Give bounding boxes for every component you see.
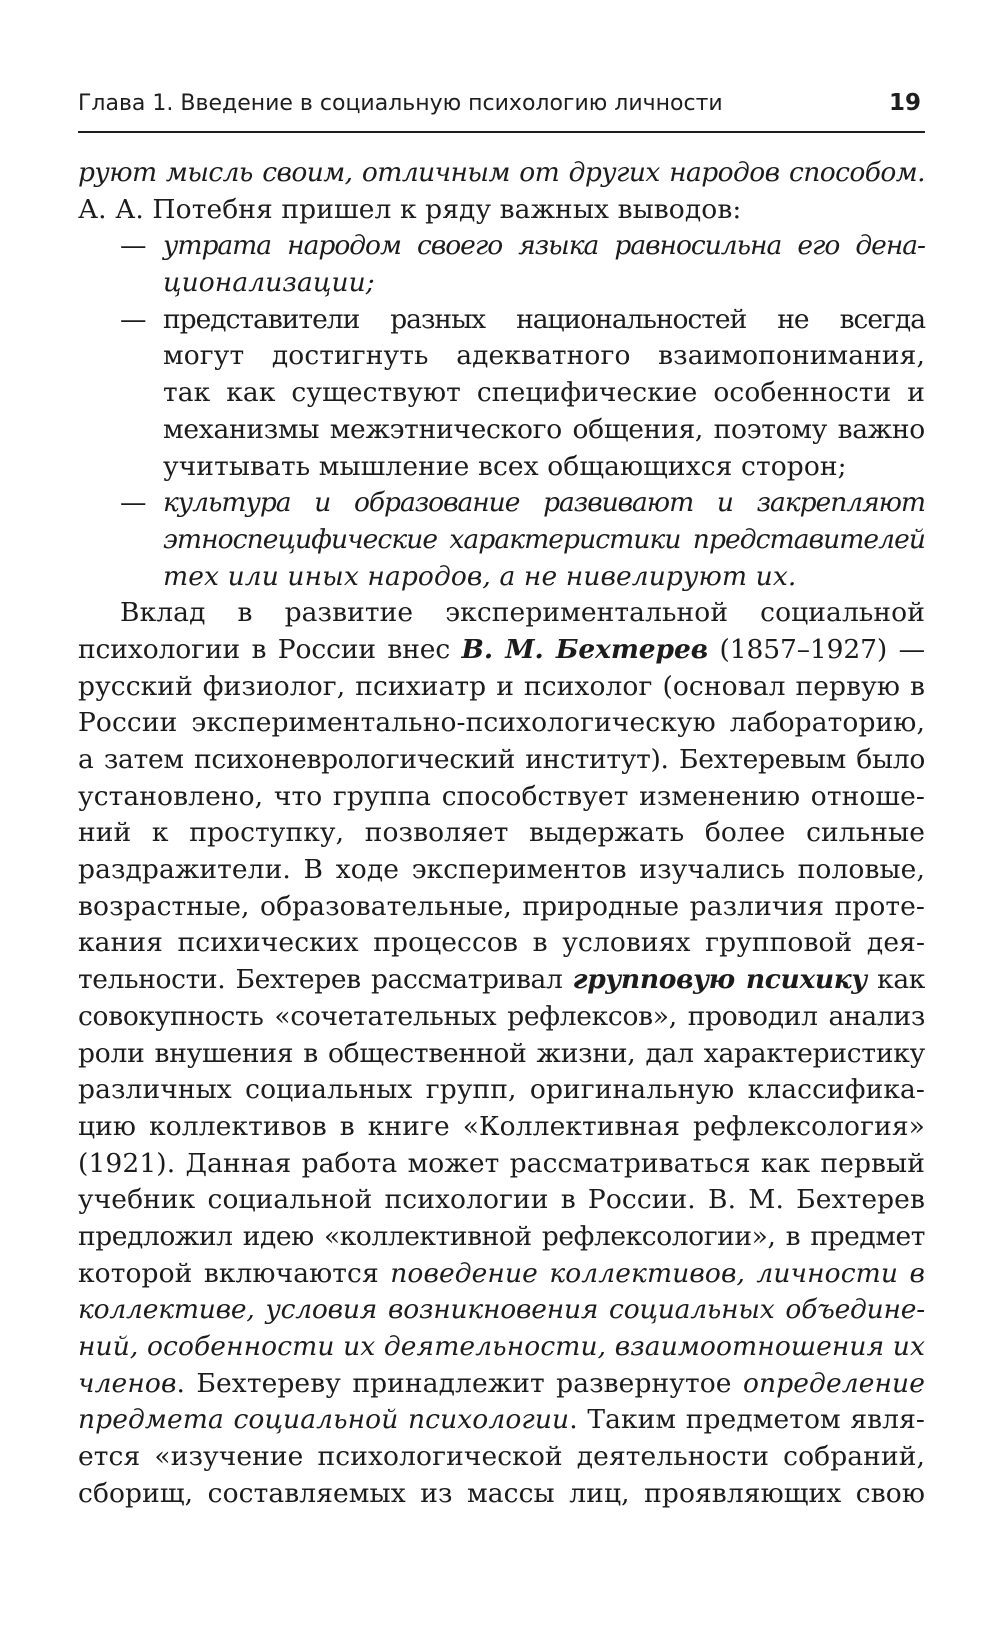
text-line: ется «изучение психологической деятельности собраний, [78, 1441, 925, 1473]
body-text [78, 155, 925, 1512]
text-segment: как [866, 964, 925, 996]
text-line: России экспериментально-психологическую лабораторию, [78, 707, 925, 739]
author-name: В. М. Бехтерев [461, 633, 709, 665]
text-line: кания психических процессов в условиях групповой дея- [78, 927, 925, 959]
text-segment: психологии в России внес [78, 633, 462, 665]
text-segment: которой включаются [78, 1257, 391, 1289]
text-line: ний к проступку, позволяет выдержать более сильные [78, 817, 925, 849]
text-line [78, 1402, 925, 1439]
list-item-line [78, 228, 925, 265]
list-item-text: утрата народом своего языка равносильна его дена- [163, 230, 925, 262]
chapter-title: Глава 1. Введение в социальную психологию личности [78, 91, 723, 116]
list-item-line: этноспецифические характеристики представителей [163, 523, 925, 555]
text-segment: . Бехтереву принадлежит развернутое [176, 1367, 743, 1399]
text-line: учебник социальной психологии в России. В. М. Бехтерев [78, 1184, 925, 1216]
list-item-line: учитывать мышление всех общающихся сторон; [163, 450, 847, 482]
paragraph-first-line: Вклад в развитие экспериментальной социальной [120, 597, 925, 629]
italic-segment: определение [742, 1367, 925, 1399]
list-item-line: так как существуют специфические особенности и [163, 377, 925, 409]
text-segment: . Таким предметом явля- [569, 1404, 925, 1436]
text-line [78, 632, 925, 669]
key-term: групповую психику [572, 964, 867, 996]
text-line: предложил идею «коллективной рефлексологии», в предмет [78, 1220, 925, 1252]
text-line: коллективе, условия возникновения социальных объедине- [78, 1294, 925, 1326]
text-line: ний, особенности их деятельности, взаимоотношения их [78, 1331, 925, 1362]
list-dash: — [120, 303, 146, 335]
text-line: различных социальных групп, оригинальную классифика- [78, 1074, 925, 1106]
page-number: 19 [888, 90, 921, 116]
text-line: русский физиолог, психиатр и психолог (основал первую в [78, 670, 925, 702]
list-item-line: ционализации; [163, 267, 375, 299]
text-line: сборищ, составляемых из массы лиц, проявляющих свою [78, 1477, 925, 1509]
text-line: совокупность «сочетательных рефлексов», проводил анализ [78, 1000, 925, 1032]
text-line: возрастные, образовательные, природные различия проте- [78, 890, 925, 922]
list-item-line [78, 485, 925, 522]
text-line [78, 1366, 925, 1403]
text-line: роли внушения в общественной жизни, дал характеристику [78, 1037, 925, 1069]
text-segment: (1857–1927) — [708, 633, 926, 665]
text-line: А. А. Потебня пришел к ряду важных выводов: [78, 193, 742, 225]
text-line: (1921). Данная работа может рассматриваться как первый [78, 1147, 925, 1179]
list-dash: — [120, 230, 146, 262]
list-dash: — [120, 487, 146, 519]
text-line [78, 1256, 925, 1293]
italic-segment: членов [78, 1367, 177, 1399]
text-line [78, 962, 925, 999]
text-line: а затем психоневрологический институт). Бехтеревым было [78, 744, 925, 775]
text-segment: тельности. Бехтерев рассматривал [78, 964, 573, 996]
text-line: установлено, что группа способствует изменению отноше- [78, 780, 925, 812]
list-item-line [78, 302, 925, 339]
italic-segment: поведение коллективов, личности в [390, 1257, 925, 1289]
list-item-line: механизмы межэтнического общения, поэтому важно [163, 413, 925, 445]
text-line: руют мысль своим, отличным от других народов способом. [78, 157, 925, 188]
italic-segment: предмета социальной психологии [78, 1404, 570, 1436]
running-header [78, 85, 925, 133]
list-item-text: представители разных национальностей не всегда [163, 303, 925, 335]
list-item-line: могут достигнуть адекватного взаимопонимания, [163, 340, 925, 372]
list-item-text: культура и образование развивают и закрепляют [163, 487, 925, 519]
text-line: раздражители. В ходе экспериментов изучались половые, [78, 854, 925, 886]
list-item-line: тех или иных народов, а не нивелируют их. [163, 560, 797, 592]
text-line: цию коллективов в книге «Коллективная рефлексология» [78, 1110, 925, 1142]
